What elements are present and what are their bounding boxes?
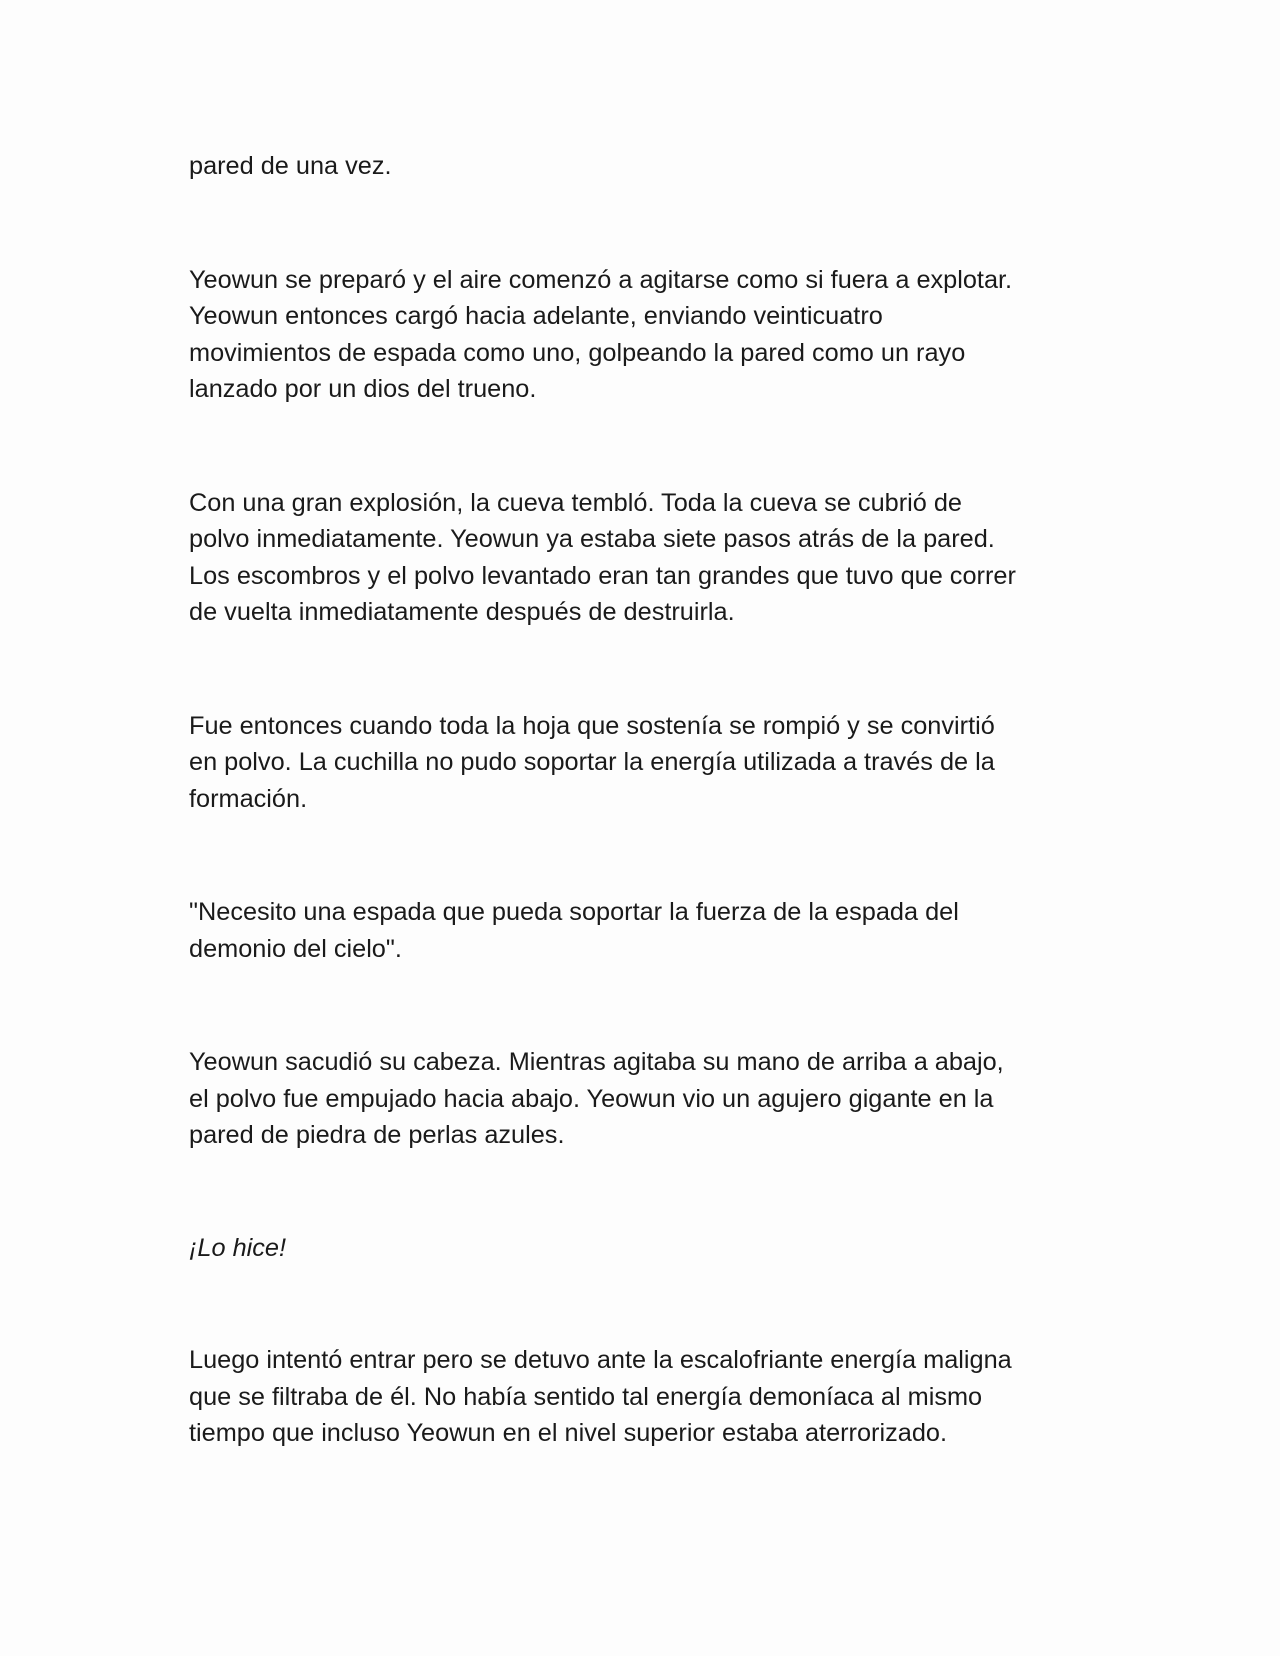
paragraph-5-dialogue: "Necesito una espada que pueda soportar la fuerza de la espada del demonio del cielo". — [189, 898, 959, 963]
paragraph-6: Yeowun sacudió su cabeza. Mientras agitaba su mano de arriba a abajo, el polvo fue empujado hacia abajo. Yeowun vio un agujero gigante en la pared de piedra de perlas azules. — [189, 1048, 1004, 1149]
paragraph-7-thought: ¡Lo hice! — [189, 1233, 287, 1262]
document-page — [189, 148, 1089, 1452]
paragraph-1: pared de una vez. — [189, 152, 392, 180]
paragraph-2: Yeowun se preparó y el aire comenzó a agitarse como si fuera a explotar. Yeowun entonces cargó hacia adelante, enviando veinticuatro movimientos de espada como uno, golpeando la pared como un rayo lanzado por un dios del trueno. — [189, 265, 1013, 403]
paragraph-3: Con una gran explosión, la cueva tembló. Toda la cueva se cubrió de polvo inmediatamente. Yeowun ya estaba siete pasos atrás de la pared. Los escombros y el polvo levantado eran tan grandes que tuvo que correr de vuelta inmediatamente después de destruirla. — [189, 488, 1016, 626]
paragraph-8: Luego intentó entrar pero se detuvo ante la escalofriante energía maligna que se filtraba de él. No había sentido tal energía demoníaca al mismo tiempo que incluso Yeowun en el nivel superior estaba aterrorizado. — [189, 1346, 1012, 1447]
paragraph-4: Fue entonces cuando toda la hoja que sostenía se rompió y se convirtió en polvo. La cuchilla no pudo soportar la energía utilizada a través de la formación. — [189, 711, 995, 813]
